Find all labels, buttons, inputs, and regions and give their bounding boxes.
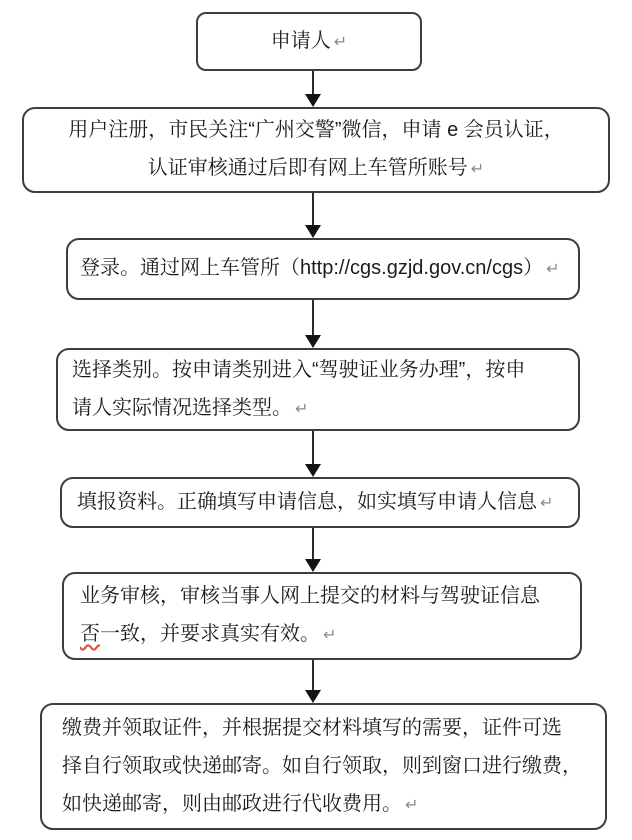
node-text-line [72,351,578,389]
return-mark-icon: ↵ [323,627,337,644]
flow-arrow [305,193,321,238]
node-text: 登录。通过网上车管所（http://cgs.gzjd.gov.cn/cgs） [80,257,544,279]
arrow-shaft [312,193,314,227]
node-text: 请人实际情况选择类型。 [72,396,292,419]
return-mark-icon: ↵ [405,796,419,814]
arrow-shaft [312,71,314,96]
arrow-shaft [312,528,314,561]
flow-arrow [305,300,321,348]
node-text-line [198,22,420,62]
return-mark-icon: ↵ [470,161,485,178]
node-text: 填报资料。正确填写申请信息，如实填写申请人信息 [77,490,537,513]
flow-arrow [305,528,321,572]
node-text-line [72,389,578,429]
flow-node-login [66,238,580,300]
node-text-line [62,747,605,785]
flow-arrow [305,71,321,107]
node-text: 用户注册，市民关注“广州交警”微信，申请 e 会员认证， [68,119,564,141]
node-text-line [77,483,578,523]
return-mark-icon: ↵ [546,261,560,278]
node-text-line [80,577,580,615]
return-mark-icon: ↵ [333,33,348,51]
flow-node-choose-category [56,348,580,431]
flow-node-pay-collect [40,703,607,830]
flow-arrow [305,660,321,703]
node-text: 一致，并要求真实有效。 [100,623,320,645]
flow-node-fill-info [60,477,580,528]
node-text: 申请人 [270,29,331,52]
node-text-line [24,111,608,149]
return-mark-icon: ↵ [295,400,309,418]
node-text-line [80,249,578,289]
node-text-line [80,615,580,655]
arrow-head-icon [305,94,321,107]
node-text-line [24,149,608,189]
arrow-shaft [312,300,314,337]
node-text: 缴费并领取证件，并根据提交材料填写的需要，证件可选 [62,716,562,739]
arrow-shaft [312,660,314,692]
flow-node-applicant [196,12,422,71]
arrow-head-icon [305,225,321,238]
arrow-head-icon [305,559,321,572]
flow-node-review [62,572,582,660]
arrow-head-icon [305,690,321,703]
flow-arrow [305,431,321,477]
arrow-shaft [312,431,314,466]
arrow-head-icon [305,335,321,348]
arrow-head-icon [305,464,321,477]
node-text: 认证审核通过后即有网上车管所账号 [147,157,468,179]
misspelled-word: 否 [80,623,100,645]
node-text: 业务审核，审核当事人网上提交的材料与驾驶证信息 [80,585,540,607]
node-text: 选择类别。按申请类别进入“驾驶证业务办理”，按申 [72,358,526,381]
node-text-line [62,785,605,825]
node-text-line [62,709,605,747]
return-mark-icon: ↵ [540,494,554,512]
flow-node-register [22,107,610,193]
node-text: 如快递邮寄，则由邮政进行代收费用。 [62,792,402,815]
node-text: 择自行领取或快递邮寄。如自行领取，则到窗口进行缴费， [62,754,582,777]
